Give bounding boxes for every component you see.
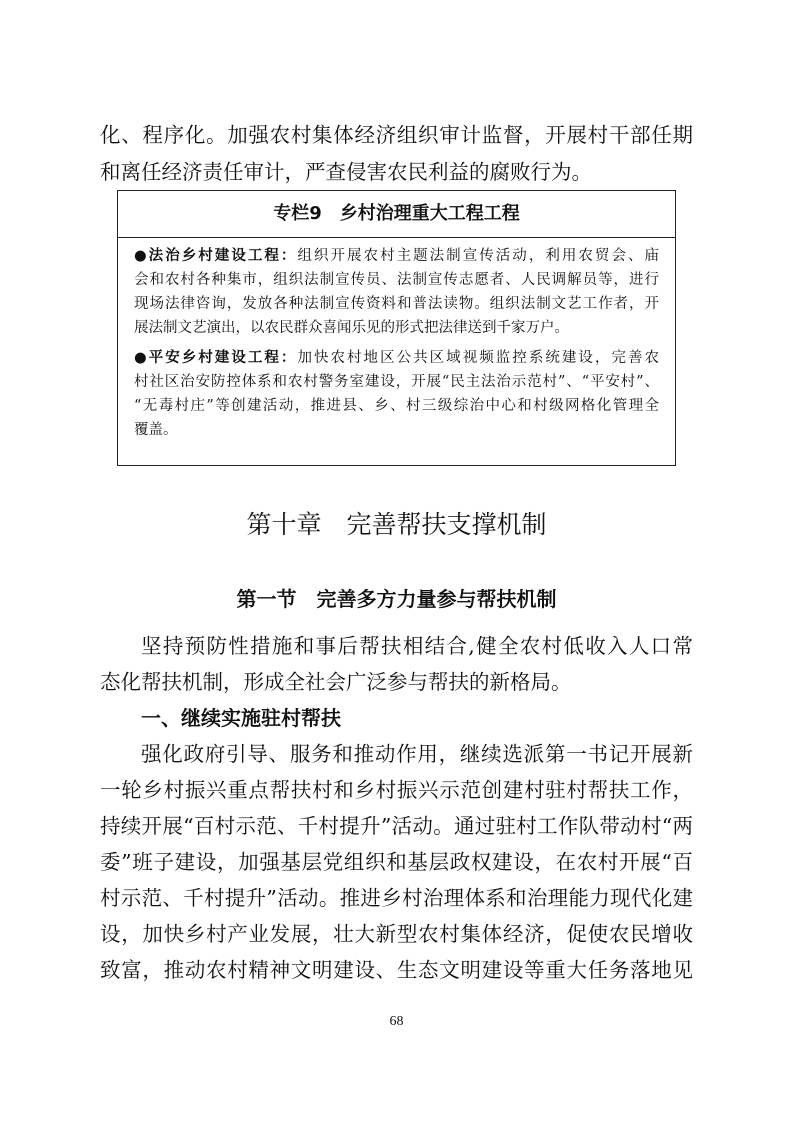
box-item-heading: ●法治乡村建设工程： bbox=[134, 248, 298, 264]
box-line: 会和农村各种集市，组织法制宣传员、法制宣传志愿者、人民调解员等，进行 bbox=[134, 272, 659, 288]
box-line: “无毒村庄”等创建活动，推进县、乡、村三级综治中心和村级网格化管理全 bbox=[134, 398, 659, 414]
box-title: 专栏9 乡村治理重大工程工程 bbox=[118, 191, 675, 238]
box-text: 组织开展农村主题法制宣传活动，利用农贸会、庙 bbox=[297, 248, 660, 264]
box-line bbox=[134, 245, 659, 267]
box-line: 现场法律咨询，发放各种法制宣传资料和普法读物。组织法制文艺工作者，开 bbox=[134, 296, 659, 312]
paragraph-line: 强化政府引导、服务和推动作用，继续选派第一书记开展新 bbox=[141, 742, 693, 766]
box-line: 村社区治安防控体系和农村警务室建设，开展“民主法治示范村”、“平安村”、 bbox=[134, 374, 659, 390]
box-line: 展法制文艺演出，以农民群众喜闻乐见的形式把法律送到千家万户。 bbox=[134, 320, 569, 336]
special-column-box bbox=[117, 190, 676, 466]
paragraph-line: 和离任经济责任审计，严查侵害农民利益的腐败行为。 bbox=[100, 160, 592, 184]
paragraph-line: 一轮乡村振兴重点帮扶村和乡村振兴示范创建村驻村帮扶工作， bbox=[100, 778, 693, 802]
paragraph-line: 态化帮扶机制，形成全社会广泛参与帮扶的新格局。 bbox=[100, 670, 572, 694]
box-text: 加快农村地区公共区域视频监控系统建设，完善农 bbox=[297, 350, 660, 366]
paragraph-line: 村示范、千村提升”活动。推进乡村治理体系和治理能力现代化建 bbox=[100, 886, 693, 910]
section-title: 第一节 完善多方力量参与帮扶机制 bbox=[236, 587, 557, 611]
chapter-title: 第十章 完善帮扶支撑机制 bbox=[246, 510, 547, 539]
page-number: 68 bbox=[389, 1014, 404, 1029]
paragraph-line: 持续开展“百村示范、千村提升”活动。通过驻村工作队带动村“两 bbox=[100, 814, 693, 838]
paragraph-line: 委”班子建设，加强基层党组织和基层政权建设，在农村开展“百 bbox=[100, 850, 693, 874]
box-line bbox=[134, 347, 659, 369]
paragraph-line: 设，加快乡村产业发展，壮大新型农村集体经济，促使农民增收 bbox=[100, 922, 693, 946]
paragraph-line: 坚持预防性措施和事后帮扶相结合,健全农村低收入人口常 bbox=[141, 634, 693, 658]
box-line: 覆盖。 bbox=[134, 422, 178, 438]
subheading: 一、继续实施驻村帮扶 bbox=[141, 706, 341, 730]
box-item-heading: ●平安乡村建设工程： bbox=[134, 350, 298, 366]
paragraph-line: 致富，推动农村精神文明建设、生态文明建设等重大任务落地见 bbox=[100, 958, 693, 982]
paragraph-line: 化、程序化。加强农村集体经济组织审计监督，开展村干部任期 bbox=[100, 123, 693, 147]
